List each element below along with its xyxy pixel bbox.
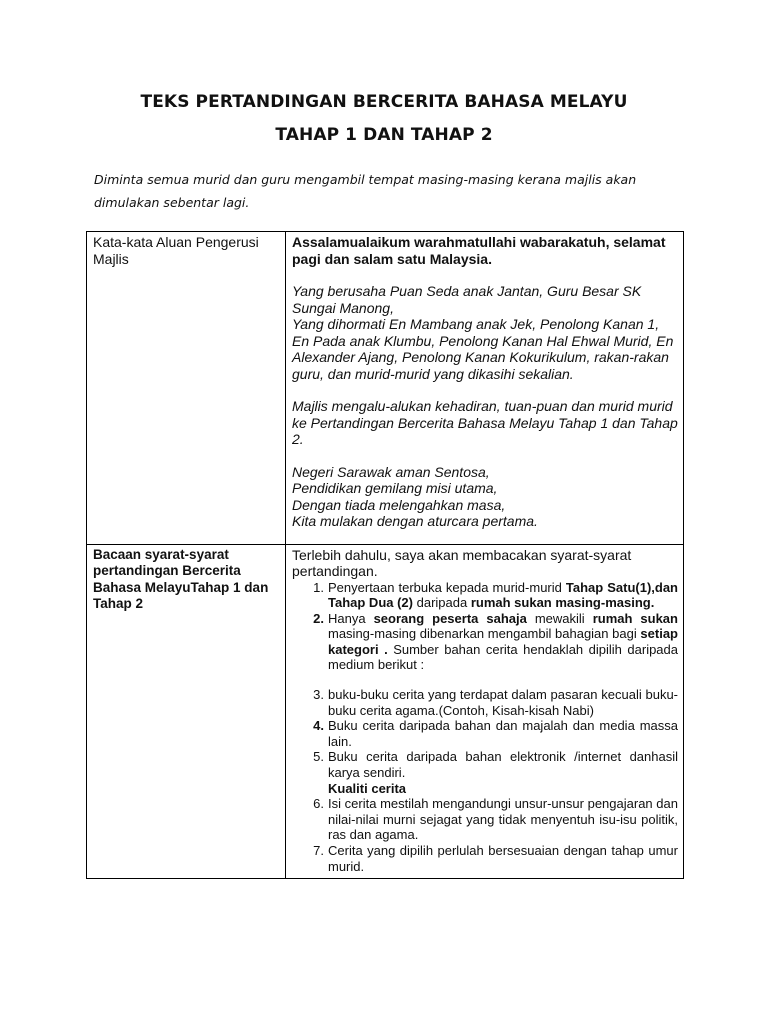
respect-text: Yang berusaha Puan Seda anak Jantan, Guru Besar SK Sungai Manong, Yang dihormati En Mambang anak Jek, Penolong Kanan 1, En Pada anak Klumbu, Penolong Kanan Hal Ehwal Murid, En Alexander Ajang, Penolong Kanan Kokurikulum, rakan-rakan guru, dan murid-murid yang dikasihi sekalian.	[292, 283, 674, 382]
welcome-text: Majlis mengalu-alukan kehadiran, tuan-puan dan murid murid ke Pertandingan Bercerita Bahasa Melayu Tahap 1 dan Tahap 2.	[292, 398, 678, 447]
chairman-welcome-content	[286, 232, 684, 545]
list-item: 4. Buku cerita daripada bahan dan majalah dan media massa lain.	[313, 718, 678, 749]
list-item: 1. Penyertaan terbuka kepada murid-murid Tahap Satu(1),dan Tahap Dua (2) daripada rumah sukan masing-masing.	[313, 579, 678, 611]
page-subtitle: TAHAP 1 DAN TAHAP 2	[275, 125, 493, 145]
programme-table	[86, 231, 684, 879]
list-item: 3. buku-buku cerita yang terdapat dalam pasaran kecuali buku-buku cerita agama.(Contoh, Kisah-kisah Nabi)	[313, 687, 678, 718]
quality-heading: Kualiti cerita	[328, 780, 407, 796]
list-item: 6. Isi cerita mestilah mengandungi unsur-unsur pengajaran dan nilai-nilai murni sejagat yang tidak menyentuh isu-isu politik, ras dan agama.	[313, 796, 678, 843]
list-item: 2. Hanya seorang peserta sahaja mewakili rumah sukan masing-masing dibenarkan mengambil bahagian bagi setiap kategori . Sumber bahan cerita hendaklah dipilih daripada medium berikut :	[313, 610, 678, 673]
table-row	[87, 232, 684, 545]
list-item: 5. Buku cerita daripada bahan elektronik /internet danhasil karya sendiri.	[313, 749, 678, 781]
table-row	[87, 544, 684, 879]
greeting-text: Assalamualaikum warahmatullahi wabarakatuh, selamat pagi dan salam satu Malaysia.	[292, 234, 666, 267]
list-item: 7. Cerita yang dipilih perlulah bersesuaian dengan tahap umur murid.	[313, 843, 678, 874]
intro-text: Diminta semua murid dan guru mengambil tempat masing-masing kerana majlis akan dimulakan sebentar lagi.	[94, 172, 637, 210]
rules-opening-text: Terlebih dahulu, saya akan membacakan syarat-syarat pertandingan.	[292, 546, 632, 579]
pantun-text: Negeri Sarawak aman Sentosa, Pendidikan gemilang misi utama, Dengan tiada melengahkan masa, Kita mulakan dengan aturcara pertama.	[292, 463, 538, 529]
row-label-chairman-welcome: Kata-kata Aluan Pengerusi Majlis	[87, 232, 286, 545]
rules-content	[286, 544, 684, 879]
page-title: TEKS PERTANDINGAN BERCERITA BAHASA MELAYU	[140, 92, 628, 112]
list-spacer	[328, 673, 678, 687]
rules-list	[292, 580, 678, 875]
row-label-rules-reading: Bacaan syarat-syarat pertandingan Bercerita Bahasa MelayuTahap 1 dan Tahap 2	[87, 544, 286, 879]
